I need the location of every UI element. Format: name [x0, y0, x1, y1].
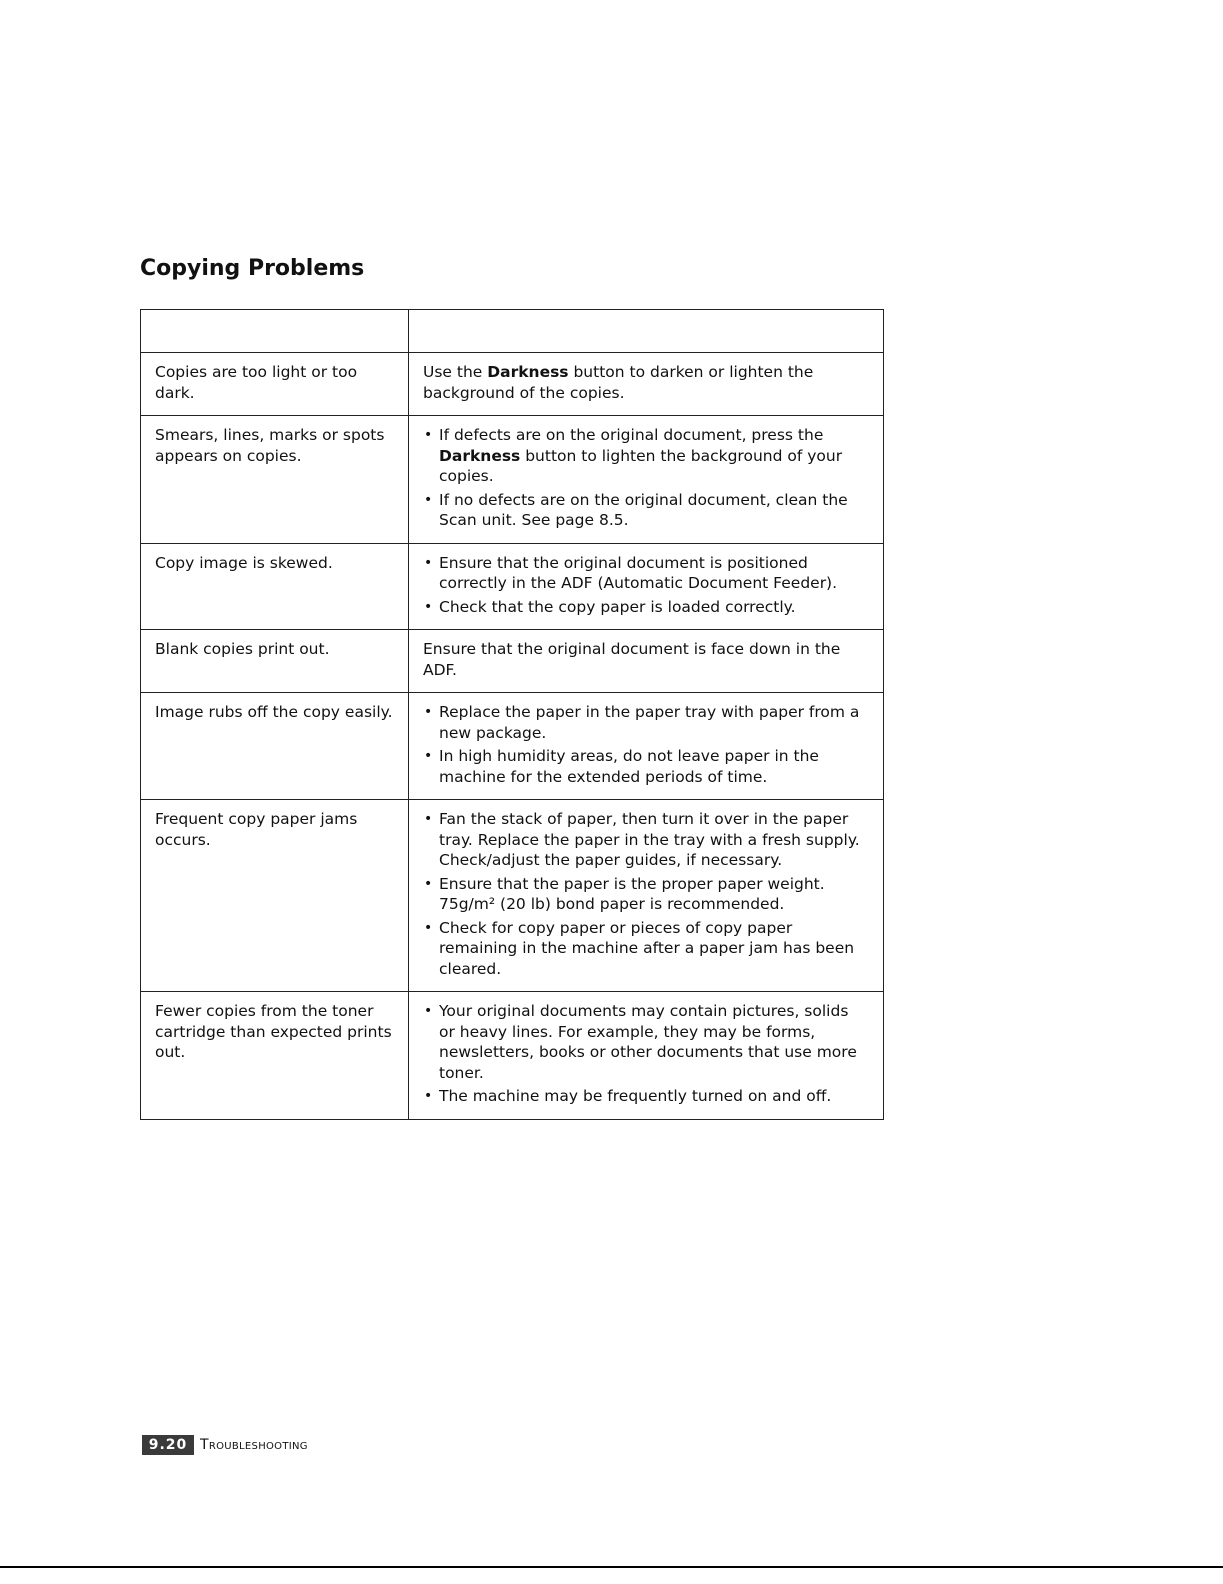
solution-list: [423, 1001, 869, 1107]
solution-cell: [409, 800, 884, 992]
condition-cell: Image rubs off the copy easily.: [141, 693, 409, 800]
solution-text: Use the: [423, 363, 488, 381]
list-item: • Your original documents may contain pictures, solids or heavy lines. For example, they may be forms, newsletters, books or other documents that use more toner.: [424, 1002, 857, 1082]
page-footer: [142, 1434, 308, 1456]
table-row: [141, 416, 884, 544]
bullet-icon: •: [424, 491, 433, 508]
list-item: • If defects are on the original document, press the Darkness button to lighten the background of your copies.: [424, 426, 843, 485]
header-condition: [141, 310, 409, 353]
solution-list: [423, 425, 869, 531]
darkness-button-label: Darkness: [439, 446, 521, 465]
bullet-icon: •: [424, 598, 433, 615]
table-row: [141, 693, 884, 800]
condition-cell: Frequent copy paper jams occurs.: [141, 800, 409, 992]
condition-cell: Smears, lines, marks or spots appears on copies.: [141, 416, 409, 544]
table-header-row: [141, 310, 884, 353]
bullet-icon: •: [424, 748, 433, 764]
condition-cell: Fewer copies from the toner cartridge than expected prints out.: [141, 992, 409, 1120]
bullet-icon: •: [424, 811, 433, 827]
list-item: • Fan the stack of paper, then turn it over in the paper tray. Replace the paper in the tray with a fresh supply. Check/adjust the paper guides, if necessary.: [424, 810, 860, 869]
bullet-icon: •: [424, 919, 433, 936]
solution-cell: [409, 543, 884, 630]
darkness-button-label: Darkness: [487, 363, 569, 381]
bullet-icon: •: [424, 427, 433, 443]
list-item: • Ensure that the original document is positioned correctly in the ADF (Automatic Document Feeder).: [424, 553, 838, 592]
page-number-badge: 9.20: [142, 1435, 194, 1455]
solution-list: [423, 553, 869, 618]
list-item: • Check that the copy paper is loaded correctly.: [424, 597, 796, 616]
table-row: [141, 353, 884, 416]
condition-cell: Copy image is skewed.: [141, 543, 409, 630]
bullet-icon: •: [424, 704, 433, 720]
bullet-icon: •: [424, 1088, 433, 1104]
table-row: [141, 800, 884, 992]
page-title: Copying Problems: [140, 256, 365, 281]
list-item: • If no defects are on the original document, clean the Scan unit. See page 8.5.: [424, 490, 848, 529]
list-item: • Replace the paper in the paper tray with paper from a new package.: [424, 703, 860, 742]
bullet-icon: •: [424, 1003, 433, 1019]
list-item: • The machine may be frequently turned on and off.: [424, 1087, 832, 1105]
header-solution: [409, 310, 884, 353]
bullet-icon: •: [424, 875, 433, 892]
table-row: [141, 543, 884, 630]
solution-cell: [409, 992, 884, 1120]
condition-cell: Copies are too light or too dark.: [141, 353, 409, 416]
solution-cell: [409, 416, 884, 544]
bottom-divider: [0, 1566, 1223, 1568]
list-item: • Ensure that the paper is the proper paper weight. 75g/m² (20 lb) bond paper is recommended.: [424, 874, 825, 913]
section-label: Troubleshooting: [200, 1437, 308, 1453]
copying-problems-table: [140, 309, 884, 1120]
solution-list: [423, 809, 869, 979]
solution-cell: [409, 693, 884, 800]
list-item: • In high humidity areas, do not leave paper in the machine for the extended periods of time.: [424, 747, 819, 786]
table-row: [141, 992, 884, 1120]
condition-cell: Blank copies print out.: [141, 630, 409, 693]
list-item: • Check for copy paper or pieces of copy paper remaining in the machine after a paper jam has been cleared.: [424, 918, 855, 978]
solution-text: button to darken or lighten the background of the copies.: [423, 363, 814, 402]
solution-cell: [409, 353, 884, 416]
bullet-icon: •: [424, 554, 433, 571]
solution-list: [423, 702, 869, 787]
table-row: [141, 630, 884, 693]
solution-cell: Ensure that the original document is face down in the ADF.: [409, 630, 884, 693]
